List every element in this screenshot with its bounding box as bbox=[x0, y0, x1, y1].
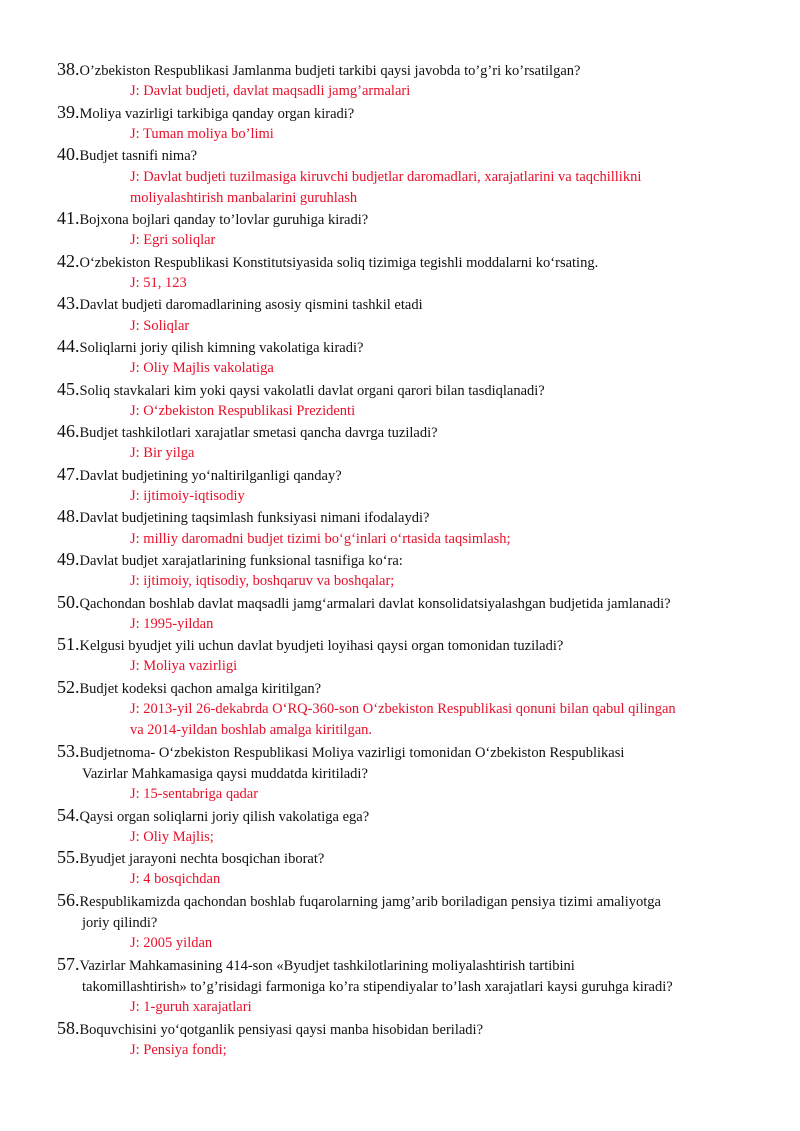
question-number: 48. bbox=[57, 506, 80, 527]
question-text: Davlat budjetining taqsimlash funksiyasi nimani ifodalaydi? bbox=[79, 510, 430, 527]
question-number: 55. bbox=[57, 847, 80, 868]
question-text: Qaysi organ soliqlarni joriy qilish vakolatiga ega? bbox=[79, 808, 370, 825]
answer-text: J: Oliy Majlis; bbox=[130, 828, 214, 845]
answer-text: J: 1995-yildan bbox=[130, 615, 214, 632]
question-text: Budjetnoma- O‘zbekiston Respublikasi Moliya vazirligi tomonidan O‘zbekiston Respublikasi bbox=[79, 744, 625, 761]
answer-text: J: ijtimoiy, iqtisodiy, boshqaruv va boshqalar; bbox=[130, 573, 395, 590]
question bbox=[57, 144, 757, 167]
question-number: 44. bbox=[57, 335, 80, 356]
answer-text: J: milliy daromadni budjet tizimi bo‘g‘inlari o‘rtasida taqsimlash; bbox=[130, 530, 511, 547]
question-number: 40. bbox=[57, 144, 80, 165]
question-text: Davlat budjeti daromadlarining asosiy qismini tashkil etadi bbox=[79, 297, 423, 314]
question-number: 41. bbox=[57, 208, 80, 229]
question bbox=[57, 208, 757, 231]
question-text: Kelgusi byudjet yili uchun davlat byudjeti loyihasi qaysi organ tomonidan tuziladi? bbox=[79, 638, 564, 655]
answer-text: J: Egri soliqlar bbox=[130, 232, 216, 249]
question-text: joriy qilindi? bbox=[82, 914, 158, 931]
question bbox=[57, 847, 757, 870]
answer-text: J: 2013-yil 26-dekabrda O‘RQ-360-son O‘zbekiston Respublikasi qonuni bilan qabul qilingan bbox=[130, 701, 676, 717]
question-number: 46. bbox=[57, 421, 80, 442]
question-number: 45. bbox=[57, 378, 80, 399]
question-text: Soliqlarni joriy qilish kimning vakolatiga kiradi? bbox=[79, 339, 364, 356]
answer-text: J: Tuman moliya bo’limi bbox=[130, 125, 274, 142]
question-number: 54. bbox=[57, 804, 80, 825]
question bbox=[57, 336, 757, 359]
answer-text: J: Bir yilga bbox=[130, 445, 195, 462]
question-number: 57. bbox=[57, 953, 80, 974]
question-text: takomillashtirish» to’g’risidagi farmoniga ko’ra stipendiyalar to’lash xarajatlari kaysi guruhga kiradi? bbox=[82, 978, 673, 995]
question bbox=[57, 890, 757, 934]
question-number: 58. bbox=[57, 1017, 80, 1038]
question-text: Vazirlar Mahkamasiga qaysi muddatda kiritiladi? bbox=[82, 765, 368, 782]
question-text: O‘zbekiston Respublikasi Konstitutsiyasida soliq tizimiga tegishli moddalarni ko‘rsating. bbox=[79, 254, 599, 271]
question-text: Vazirlar Mahkamasining 414-son «Byudjet tashkilotlarining moliyalashtirish tartibini bbox=[79, 957, 575, 974]
question bbox=[57, 102, 757, 125]
question-text: Boquvchisini yo‘qotganlik pensiyasi qaysi manba hisobidan beriladi? bbox=[79, 1021, 484, 1038]
question-text: Soliq stavkalari kim yoki qaysi vakolatli davlat organi qarori bilan tasdiqlanadi? bbox=[79, 382, 545, 399]
question bbox=[57, 805, 757, 828]
question bbox=[57, 954, 757, 998]
answer-text: J: 51, 123 bbox=[130, 275, 187, 291]
question-number: 47. bbox=[57, 463, 80, 484]
question-text: Moliya vazirligi tarkibiga qanday organ kiradi? bbox=[79, 105, 355, 122]
answer-text: moliyalashtirish manbalarini guruhlash bbox=[130, 189, 358, 206]
answer-text: J: Oliy Majlis vakolatiga bbox=[130, 360, 274, 377]
answer-text: J: 2005 yildan bbox=[130, 935, 213, 952]
question-text: O’zbekiston Respublikasi Jamlanma budjeti tarkibi qaysi javobda to’g’ri ko’rsatilgan? bbox=[79, 63, 581, 79]
question-text: Budjet tashkilotlari xarajatlar smetasi qancha davrga tuziladi? bbox=[79, 425, 438, 442]
answer-text: J: Pensiya fondi; bbox=[130, 1041, 227, 1058]
question-text: Davlat budjetining yo‘naltirilganligi qanday? bbox=[79, 467, 342, 484]
question-number: 56. bbox=[57, 889, 80, 910]
question bbox=[57, 506, 757, 529]
answer-text: J: Soliqlar bbox=[130, 317, 190, 334]
answer-text: J: 4 bosqichdan bbox=[130, 871, 221, 888]
question bbox=[57, 59, 757, 82]
answer-text: va 2014-yildan boshlab amalga kiritilgan. bbox=[130, 722, 373, 739]
question-number: 43. bbox=[57, 293, 80, 314]
question bbox=[57, 677, 757, 700]
question-text: Davlat budjet xarajatlarining funksional tasnifiga ko‘ra: bbox=[79, 552, 403, 569]
answer-text: J: Davlat budjeti tuzilmasiga kiruvchi budjetlar daromadlari, xarajatlarini va taqchillikni bbox=[130, 168, 642, 185]
question-text: Byudjet jarayoni nechta bosqichan iborat? bbox=[79, 851, 325, 868]
question bbox=[57, 592, 757, 615]
answer-text: J: Davlat budjeti, davlat maqsadli jamg’armalari bbox=[130, 83, 411, 100]
question-number: 49. bbox=[57, 548, 80, 569]
answer-text: J: 1-guruh xarajatlari bbox=[130, 999, 252, 1016]
question bbox=[57, 421, 757, 444]
question bbox=[57, 549, 757, 572]
question-number: 39. bbox=[57, 101, 80, 122]
answer-text: J: Moliya vazirligi bbox=[130, 658, 238, 675]
question-text: Bojxona bojlari qanday to’lovlar guruhiga kiradi? bbox=[79, 212, 369, 229]
question-text: Respublikamizda qachondan boshlab fuqarolarning jamg’arib boriladigan pensiya tizimi amaliyotga bbox=[79, 893, 661, 910]
answer-text: J: ijtimoiy-iqtisodiy bbox=[130, 488, 245, 504]
answer-text: J: 15-sentabriga qadar bbox=[130, 786, 259, 803]
question-text: Qachondan boshlab davlat maqsadli jamg‘armalari davlat konsolidatsiyalashgan budjetida jamlanadi? bbox=[79, 595, 671, 612]
question-number: 53. bbox=[57, 740, 80, 761]
answer-text: J: O‘zbekiston Respublikasi Prezidenti bbox=[130, 402, 356, 419]
question bbox=[57, 379, 757, 402]
question-number: 50. bbox=[57, 591, 80, 612]
question bbox=[57, 464, 757, 487]
question bbox=[57, 1018, 757, 1041]
question bbox=[57, 741, 757, 785]
question bbox=[57, 634, 757, 657]
question-text: Budjet kodeksi qachon amalga kiritilgan? bbox=[79, 680, 322, 697]
question bbox=[57, 251, 757, 274]
question-number: 52. bbox=[57, 676, 80, 697]
question-number: 51. bbox=[57, 634, 80, 655]
question-text: Budjet tasnifi nima? bbox=[79, 148, 198, 165]
question bbox=[57, 293, 757, 316]
question-number: 42. bbox=[57, 250, 80, 271]
question-number: 38. bbox=[57, 59, 80, 79]
